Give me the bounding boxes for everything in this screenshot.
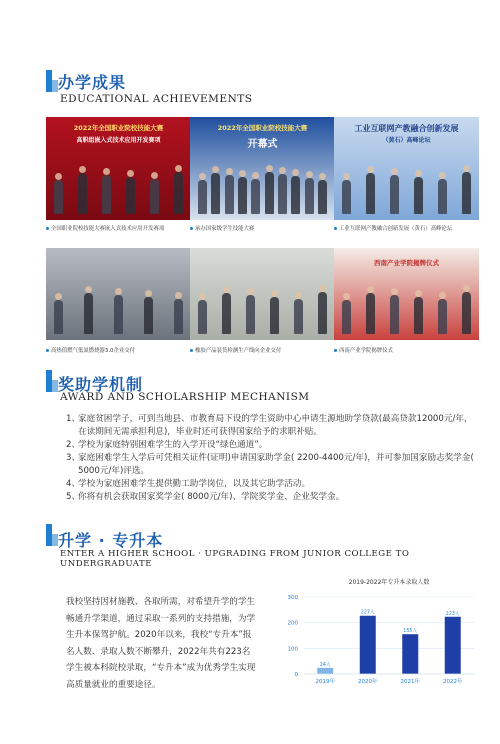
- admission-bar-chart: [278, 575, 478, 687]
- photo-3: [334, 117, 479, 220]
- person-head: [319, 173, 326, 180]
- y-tick-label: 100: [287, 646, 298, 653]
- caption-text: 全国职业院校技能大赛嵌入式技术应用开发赛项: [51, 226, 165, 232]
- bar-2019年: [317, 668, 333, 674]
- photo-banner-subtext: 高职组嵌入式技术应用开发赛项: [76, 137, 161, 144]
- x-tick-label: 2019年: [315, 679, 335, 685]
- photo-banner-subtext: 开幕式: [247, 139, 278, 150]
- bar-2021年: [402, 634, 418, 674]
- data-label: 223人: [445, 611, 460, 617]
- person-figure: [78, 173, 87, 214]
- person-head: [367, 166, 374, 173]
- person-head: [175, 292, 182, 299]
- data-label: 24人: [319, 662, 331, 668]
- person-head: [145, 290, 152, 297]
- section-marker-icon: [46, 524, 58, 546]
- person-figure: [265, 172, 274, 214]
- person-head: [175, 165, 182, 172]
- section-marker-icon: [46, 70, 58, 92]
- results-title: 办学成果: [58, 73, 127, 92]
- list-item: 2、 学校为家庭特别困难学生的入学开设“绿色通道”。: [66, 440, 268, 450]
- photo-caption: [46, 346, 135, 354]
- person-figure: [225, 175, 234, 214]
- person-figure: [222, 293, 231, 334]
- photo-caption: [334, 346, 393, 354]
- person-head: [266, 165, 273, 172]
- person-figure: [84, 293, 93, 334]
- person-head: [199, 173, 206, 180]
- person-head: [127, 170, 134, 177]
- caption-text: 承办国家级学生技能大赛: [195, 226, 255, 232]
- award-list: [66, 413, 476, 504]
- person-head: [439, 172, 446, 179]
- person-figure: [126, 177, 135, 214]
- list-item: 5、 你将有机会获取国家奖学金( 8000元/年)、学院奖学金、企业奖学金。: [66, 492, 345, 502]
- person-head: [343, 173, 350, 180]
- award-title: 奖助学机制: [58, 375, 144, 394]
- caption-text: 西南产业学院揭牌仪式: [339, 348, 393, 354]
- photo-banner-subtext: （黄石）高峰论坛: [382, 137, 431, 144]
- person-figure: [198, 300, 207, 334]
- y-tick-label: 0: [294, 672, 298, 678]
- person-figure: [318, 292, 327, 334]
- bullet-dot-icon: [334, 227, 337, 230]
- photo-banner-text: 2022年全国职业院校技能大赛: [73, 124, 164, 132]
- person-figure: [462, 172, 471, 214]
- person-figure: [342, 300, 351, 334]
- person-figure: [144, 297, 153, 334]
- bullet-dot-icon: [46, 227, 49, 230]
- person-figure: [366, 293, 375, 334]
- person-figure: [174, 299, 183, 334]
- photo-caption: [46, 224, 164, 232]
- person-head: [115, 288, 122, 295]
- person-head: [55, 293, 62, 300]
- person-figure: [54, 180, 63, 214]
- x-tick-label: 2022年: [443, 679, 463, 685]
- person-head: [391, 168, 398, 175]
- x-tick-label: 2021年: [400, 679, 420, 685]
- person-head: [367, 286, 374, 293]
- caption-text: 高热值燃气低氮燃烧器3.0企业交付: [51, 348, 136, 354]
- person-head: [439, 292, 446, 299]
- photo-2: [190, 117, 335, 220]
- person-head: [252, 172, 259, 179]
- upgrade-subtitle: ENTER A HIGHER SCHOOL · UPGRADING FROM JUNIOR COLLEGE TO UNDERGRADUATE: [60, 549, 410, 569]
- photo-banner-text: 西南产业学院揭牌仪式: [374, 259, 439, 267]
- person-head: [85, 286, 92, 293]
- person-head: [79, 166, 86, 173]
- person-head: [415, 170, 422, 177]
- person-figure: [414, 177, 423, 214]
- bar-2020年: [360, 616, 376, 674]
- person-head: [343, 293, 350, 300]
- bar-2022年: [445, 617, 461, 674]
- list-item: 1、 家庭贫困学子，可到当地县、市教育局下设的学生资助中心申请生源地助学贷款(最高贷款12000元/年，在读期间无需承担利息)，毕业时还可获得国家给予的求职补贴。: [66, 414, 473, 437]
- section-marker-icon: [46, 370, 58, 392]
- person-head: [212, 166, 219, 173]
- person-figure: [390, 175, 399, 214]
- data-label: 155人: [403, 629, 418, 635]
- person-head: [463, 165, 470, 172]
- results-subtitle: EDUCATIONAL ACHIEVEMENTS: [60, 93, 253, 105]
- person-head: [151, 172, 158, 179]
- person-head: [199, 293, 206, 300]
- photo-caption: [190, 224, 254, 232]
- person-figure: [438, 299, 447, 334]
- person-figure: [414, 297, 423, 334]
- person-figure: [462, 292, 471, 334]
- y-tick-label: 300: [287, 595, 298, 601]
- photo-5: [190, 248, 335, 340]
- person-figure: [390, 295, 399, 334]
- photo-caption: [190, 346, 281, 354]
- photo-4: [46, 248, 191, 340]
- person-figure: [174, 172, 183, 214]
- person-head: [463, 285, 470, 292]
- person-figure: [102, 175, 111, 214]
- person-figure: [246, 295, 255, 334]
- photo-6: [334, 248, 479, 340]
- person-head: [391, 288, 398, 295]
- person-head: [292, 169, 299, 176]
- person-figure: [270, 297, 279, 334]
- person-head: [279, 167, 286, 174]
- person-head: [271, 290, 278, 297]
- y-tick-label: 200: [287, 620, 298, 627]
- person-figure: [114, 295, 123, 334]
- upgrade-paragraph: 我校坚持因材施教、各取所需，对希望升学的学生畅通升学渠道，通过采取一系列的支持措施，为学生升本保驾护航。2020年以来，我校“专升本”报名人数、录取人数不断攀升，2022年共有223名学生被本科院校录取，“专升本”成为优秀学生实现高质量就业的重要途径。: [66, 597, 256, 690]
- person-head: [226, 168, 233, 175]
- person-figure: [211, 173, 220, 214]
- person-head: [247, 288, 254, 295]
- person-head: [415, 290, 422, 297]
- upgrade-title: 升学 · 专升本: [58, 531, 164, 550]
- person-figure: [54, 300, 63, 334]
- person-head: [223, 286, 230, 293]
- person-figure: [318, 180, 327, 214]
- bullet-dot-icon: [190, 227, 193, 230]
- caption-text: 工业互联网产教融合创新发展（黄石）高峰论坛: [339, 226, 453, 232]
- chart-title: 2019-2022年专升本录取人数: [348, 579, 430, 586]
- person-head: [295, 292, 302, 299]
- bullet-dot-icon: [334, 349, 337, 352]
- award-subtitle: AWARD AND SCHOLARSHIP MECHANISM: [60, 391, 310, 403]
- person-head: [306, 171, 313, 178]
- bullet-dot-icon: [46, 349, 49, 352]
- person-head: [103, 168, 110, 175]
- person-figure: [294, 299, 303, 334]
- person-figure: [251, 179, 260, 214]
- person-figure: [150, 179, 159, 214]
- person-head: [239, 170, 246, 177]
- list-item: 4、 学校为家庭困难学生提供勤工助学岗位，以及其它助学活动。: [66, 479, 311, 489]
- person-figure: [291, 176, 300, 214]
- person-figure: [342, 180, 351, 214]
- caption-text: 橡胶产品装货检测生产线向企业交付: [195, 348, 282, 354]
- person-head: [319, 285, 326, 292]
- person-figure: [278, 174, 287, 214]
- photo-banner-text: 工业互联网产教融合创新发展: [354, 124, 459, 133]
- photo-banner-text: 2022年全国职业院校技能大赛: [217, 124, 308, 132]
- person-figure: [438, 179, 447, 214]
- person-figure: [366, 173, 375, 214]
- x-tick-label: 2020年: [358, 679, 378, 685]
- person-figure: [198, 180, 207, 214]
- person-figure: [305, 178, 314, 214]
- data-label: 227人: [360, 610, 375, 616]
- list-item: 3、 家庭困难学生入学后可凭相关证件(证明)申请国家助学金( 2200-4400元/年)，并可参加国家励志奖学金( 5000元/年)评选。: [66, 453, 474, 476]
- person-head: [55, 173, 62, 180]
- photo-1: [46, 117, 191, 220]
- bullet-dot-icon: [190, 349, 193, 352]
- person-figure: [238, 177, 247, 214]
- photo-caption: [334, 224, 452, 232]
